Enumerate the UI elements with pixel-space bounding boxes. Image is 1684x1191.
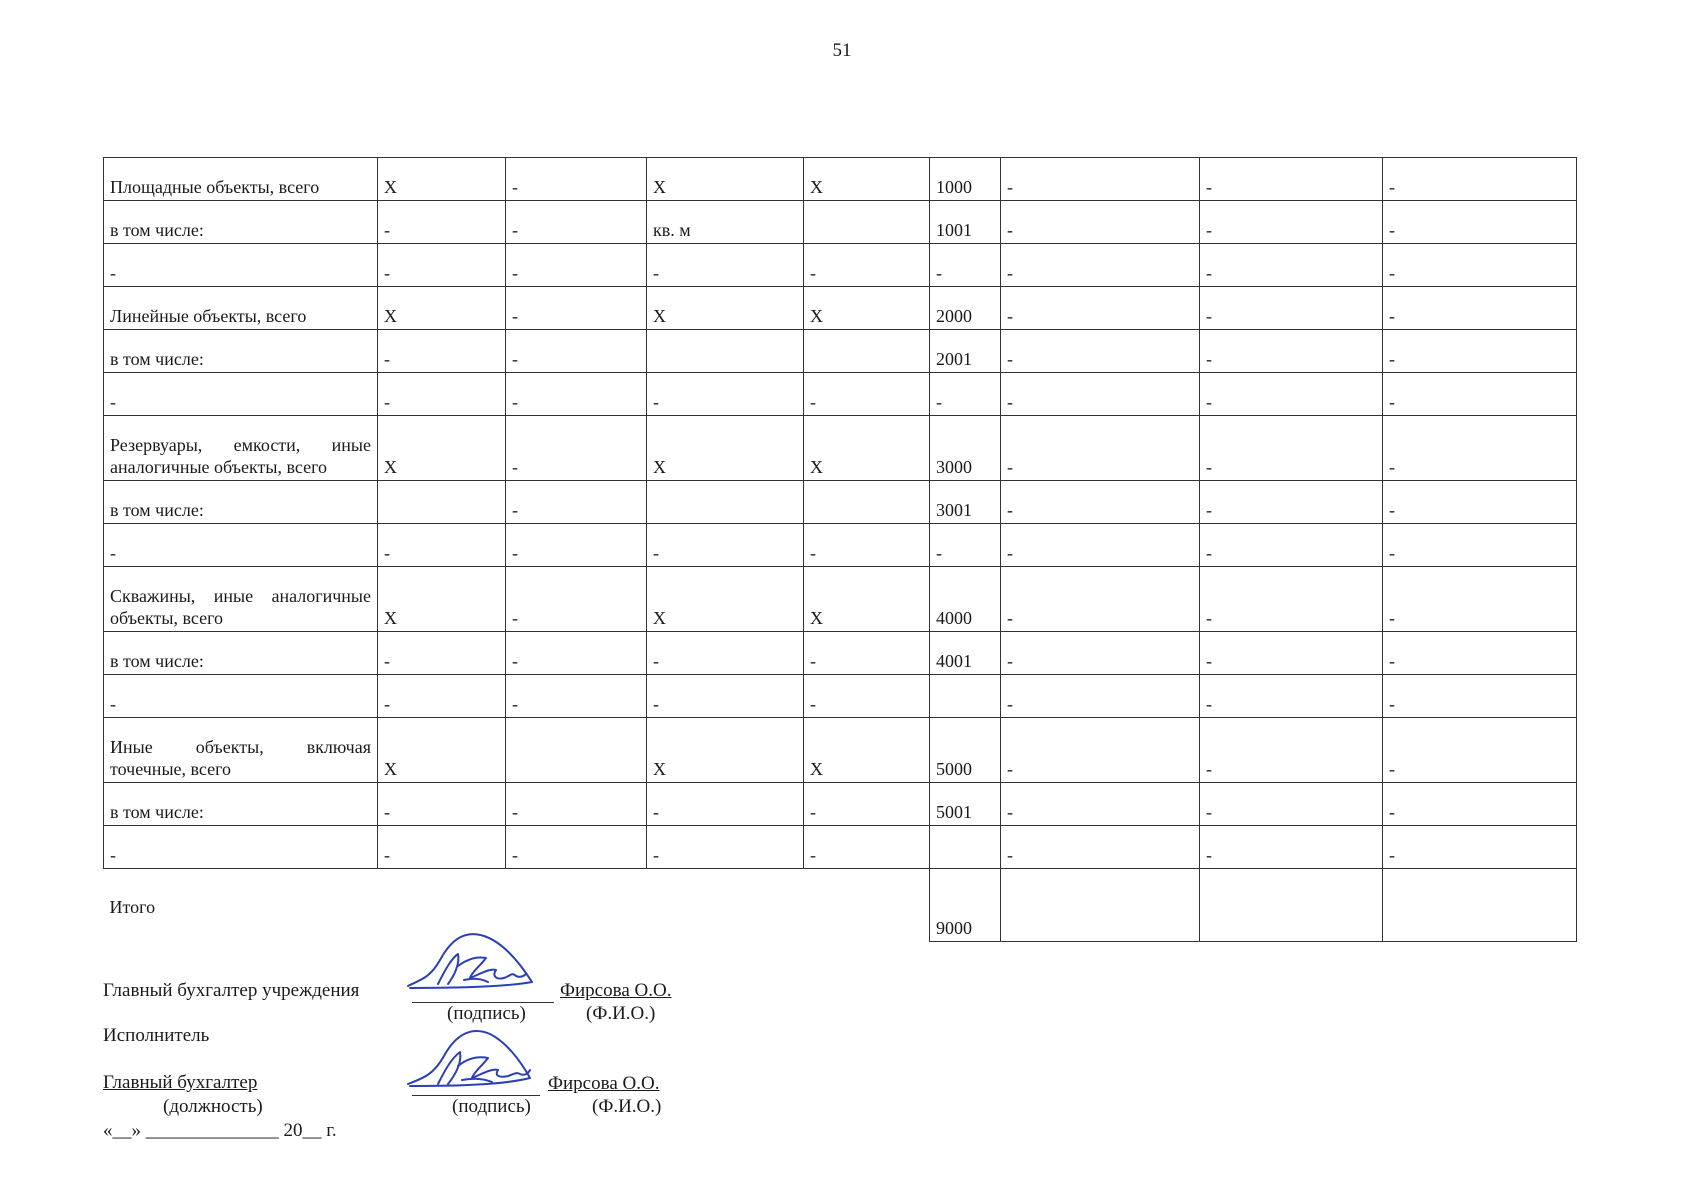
table-cell: -: [1001, 373, 1200, 416]
table-cell: -: [506, 783, 647, 826]
table-cell: 4000: [930, 567, 1001, 632]
table-cell: 5001: [930, 783, 1001, 826]
table-cell: -: [506, 481, 647, 524]
signature-caption: (подпись): [447, 1003, 526, 1024]
table-cell: -: [804, 675, 930, 718]
row-name-cell: -: [104, 524, 378, 567]
table-cell: -: [1200, 416, 1383, 481]
table-cell: -: [1001, 287, 1200, 330]
table-cell: -: [1200, 718, 1383, 783]
table-row: [104, 826, 1577, 869]
table-cell: X: [647, 158, 804, 201]
table-cell: 2000: [930, 287, 1001, 330]
table-cell: 5000: [930, 718, 1001, 783]
table-row: [104, 524, 1577, 567]
table-cell: -: [1200, 201, 1383, 244]
table-cell: X: [804, 287, 930, 330]
table-cell: -: [804, 783, 930, 826]
table-cell: -: [506, 826, 647, 869]
table-cell: -: [1200, 783, 1383, 826]
table-cell: X: [804, 158, 930, 201]
table-cell: [647, 481, 804, 524]
table-row: [104, 567, 1577, 632]
row-name-cell: Иные объекты, включая точечные, всего: [104, 718, 378, 783]
table-cell: -: [930, 244, 1001, 287]
row-name-cell: Линейные объекты, всего: [104, 287, 378, 330]
table-cell: -: [1200, 244, 1383, 287]
table-row: [104, 675, 1577, 718]
row-name-cell: в том числе:: [104, 481, 378, 524]
table-cell: -: [1383, 783, 1577, 826]
table-cell: -: [647, 373, 804, 416]
table-row: [104, 783, 1577, 826]
table-cell: -: [647, 675, 804, 718]
table-cell: 3000: [930, 416, 1001, 481]
table-cell: X: [378, 416, 506, 481]
table-cell: -: [378, 524, 506, 567]
table-cell: -: [378, 330, 506, 373]
handwritten-signature-1: [400, 920, 540, 1000]
table-cell: 2001: [930, 330, 1001, 373]
row-name-cell: в том числе:: [104, 783, 378, 826]
table-cell: -: [1200, 287, 1383, 330]
table-cell: -: [378, 826, 506, 869]
row-name-cell: -: [104, 373, 378, 416]
total-cell: [1001, 869, 1200, 942]
table-cell: -: [378, 201, 506, 244]
table-cell: [804, 330, 930, 373]
table-cell: [506, 718, 647, 783]
table-row: [104, 718, 1577, 783]
table-cell: -: [1383, 481, 1577, 524]
table-cell: X: [647, 416, 804, 481]
table-row: [104, 287, 1577, 330]
row-name-cell: Резервуары, емкости, иные аналогичные объекты, всего: [104, 416, 378, 481]
row-name-cell: -: [104, 826, 378, 869]
table-cell: X: [378, 158, 506, 201]
table-cell: -: [1001, 675, 1200, 718]
table-cell: X: [378, 287, 506, 330]
table-cell: 1001: [930, 201, 1001, 244]
executor-label: Исполнитель: [103, 1025, 210, 1046]
objects-table: [103, 157, 1577, 942]
total-cell: [1200, 869, 1383, 942]
total-label: Итого: [109, 897, 156, 917]
table-cell: -: [1001, 158, 1200, 201]
table-cell: -: [1383, 718, 1577, 783]
table-cell: -: [1200, 567, 1383, 632]
signature-caption: (подпись): [452, 1096, 531, 1117]
table-cell: -: [378, 632, 506, 675]
table-cell: X: [647, 287, 804, 330]
table-cell: -: [647, 244, 804, 287]
table-row: [104, 481, 1577, 524]
table-cell: -: [647, 783, 804, 826]
table-cell: -: [1200, 826, 1383, 869]
table-cell: -: [506, 330, 647, 373]
table-cell: 3001: [930, 481, 1001, 524]
row-name-cell: -: [104, 675, 378, 718]
table-cell: -: [1200, 481, 1383, 524]
table-cell: -: [378, 244, 506, 287]
table-cell: -: [1001, 416, 1200, 481]
chief-accountant-name: Фирсова О.О.: [560, 980, 672, 1001]
table-cell: -: [506, 158, 647, 201]
table-cell: -: [378, 373, 506, 416]
table-cell: -: [804, 244, 930, 287]
table-cell: -: [804, 373, 930, 416]
table-cell: -: [1383, 373, 1577, 416]
table-row: [104, 201, 1577, 244]
row-name-cell: в том числе:: [104, 201, 378, 244]
table-cell: X: [804, 718, 930, 783]
table-cell: -: [1001, 783, 1200, 826]
executor-name: Фирсова О.О.: [548, 1073, 660, 1094]
table-cell: -: [1200, 373, 1383, 416]
table-cell: -: [506, 416, 647, 481]
table-cell: X: [647, 567, 804, 632]
table-cell: -: [647, 826, 804, 869]
table-cell: -: [804, 632, 930, 675]
table-cell: кв. м: [647, 201, 804, 244]
table-cell: -: [1200, 524, 1383, 567]
table-cell: -: [804, 826, 930, 869]
table-cell: -: [506, 632, 647, 675]
table-cell: -: [1001, 632, 1200, 675]
table-cell: -: [1200, 330, 1383, 373]
table-cell: [804, 481, 930, 524]
table-cell: -: [647, 632, 804, 675]
executor-position: Главный бухгалтер: [103, 1072, 258, 1093]
row-name-cell: -: [104, 244, 378, 287]
page-number: 51: [832, 40, 852, 61]
table-cell: [930, 675, 1001, 718]
table-cell: -: [506, 201, 647, 244]
table-cell: -: [930, 373, 1001, 416]
row-name-cell: Площадные объекты, всего: [104, 158, 378, 201]
table-cell: -: [1001, 244, 1200, 287]
table-cell: -: [378, 675, 506, 718]
table-row: [104, 373, 1577, 416]
table-cell: [378, 481, 506, 524]
name-caption: (Ф.И.О.): [586, 1003, 656, 1024]
table-cell: X: [804, 416, 930, 481]
table-cell: -: [1001, 567, 1200, 632]
table-row: [104, 244, 1577, 287]
table-cell: -: [1200, 675, 1383, 718]
table-cell: -: [1383, 287, 1577, 330]
table-cell: -: [1383, 244, 1577, 287]
row-name-cell: в том числе:: [104, 632, 378, 675]
position-caption: (должность): [163, 1096, 263, 1117]
table-cell: -: [804, 524, 930, 567]
table-cell: -: [506, 567, 647, 632]
table-cell: -: [1001, 330, 1200, 373]
table-cell: X: [378, 567, 506, 632]
table-cell: -: [1001, 826, 1200, 869]
table-cell: [804, 201, 930, 244]
table-cell: -: [506, 287, 647, 330]
table-cell: -: [1001, 481, 1200, 524]
table-cell: -: [1383, 330, 1577, 373]
table-cell: -: [1200, 632, 1383, 675]
table-cell: 1000: [930, 158, 1001, 201]
table-row: [104, 158, 1577, 201]
row-name-cell: в том числе:: [104, 330, 378, 373]
table-cell: -: [378, 783, 506, 826]
handwritten-signature-2: [402, 1018, 542, 1098]
table-cell: X: [804, 567, 930, 632]
total-code: 9000: [930, 869, 1001, 942]
table-cell: -: [506, 244, 647, 287]
total-cell: [1383, 869, 1577, 942]
table-cell: -: [1001, 201, 1200, 244]
table-cell: X: [647, 718, 804, 783]
table-cell: 4001: [930, 632, 1001, 675]
table-cell: -: [1200, 158, 1383, 201]
table-row: [104, 632, 1577, 675]
date-line: «__» ______________ 20__ г.: [103, 1120, 337, 1141]
table-cell: -: [647, 524, 804, 567]
table-cell: -: [506, 675, 647, 718]
table-cell: -: [1383, 567, 1577, 632]
table-cell: -: [1001, 718, 1200, 783]
table-row: [104, 330, 1577, 373]
table-row: [104, 416, 1577, 481]
table-cell: X: [378, 718, 506, 783]
table-cell: -: [930, 524, 1001, 567]
table-cell: -: [1383, 632, 1577, 675]
chief-accountant-label: Главный бухгалтер учреждения: [103, 980, 360, 1001]
table-cell: -: [1383, 675, 1577, 718]
table-cell: -: [1383, 524, 1577, 567]
name-caption: (Ф.И.О.): [592, 1096, 662, 1117]
table-cell: -: [506, 524, 647, 567]
table-cell: -: [1383, 416, 1577, 481]
table-cell: -: [1383, 201, 1577, 244]
table-row-total: [104, 869, 1577, 942]
table-cell: [647, 330, 804, 373]
table-cell: -: [1001, 524, 1200, 567]
table-cell: -: [1383, 826, 1577, 869]
table-cell: -: [1383, 158, 1577, 201]
row-name-cell: Скважины, иные аналогичные объекты, всего: [104, 567, 378, 632]
table-cell: -: [506, 373, 647, 416]
table-cell: [930, 826, 1001, 869]
